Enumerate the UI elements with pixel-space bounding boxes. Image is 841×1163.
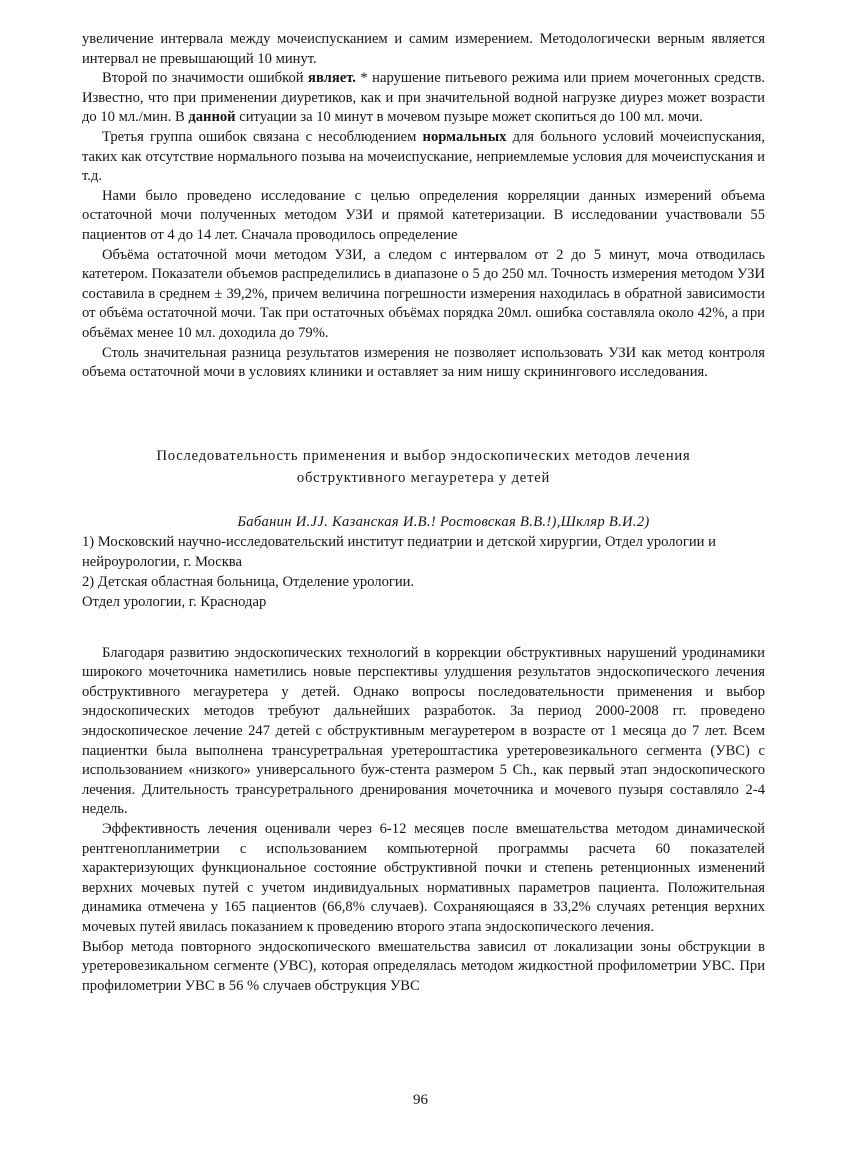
text-run: Третья группа ошибок связана с несоблюдением: [102, 128, 423, 145]
text-run: ситуации за 10 минут в мочевом пузыре может скопиться до 100 мл. мочи.: [235, 109, 703, 126]
spacer: [82, 489, 765, 512]
article-title: Последовательность применения и выбор эндоскопических методов лечения обструктивного мегауретера у детей: [156, 447, 691, 486]
spacer: [82, 612, 765, 644]
page-number: 96: [413, 1092, 428, 1108]
text-run: * нарушение питьевого режима или прием мочегонных средств. Известно, что при применении диуретиков, как и при значительной водной нагрузке диурез может возрасти до 10 мл./мин. В: [82, 70, 765, 126]
bold-run: данной: [188, 109, 236, 126]
affiliation-3: Отдел урологии, г. Краснодар: [82, 593, 267, 610]
affiliation-1: 1) Московский научно-исследовательский институт педиатрии и детской хирургии, Отдел урологии и нейроурологии, г. Москва: [82, 533, 716, 570]
paragraph-results: Объёма остаточной мочи методом УЗИ, а следом с интервалом от 2 до 5 минут, моча отводилась катетером. Показатели объемов распределились в диапазоне о 5 до 250 мл. Точность измерения методом УЗИ составила в среднем ± 39,2%, причем величина погрешности измерения находилась в обратной зависимости от объёма остаточной мочи. Так при остаточных объёмах порядка 20мл. ошибка составляла около 42%, а при объёмах менее 10 мл. доходила до 79%.: [82, 246, 765, 341]
bold-run: нормальных: [422, 128, 507, 145]
paragraph-continuation: увеличение интервала между мочеиспусканием и самим измерением. Методологически верным является интервал не превышающий 10 минут.: [82, 31, 765, 67]
bold-run: являет.: [308, 70, 356, 87]
article-paragraph-2: Эффективность лечения оценивали через 6-12 месяцев после вмешательства методом динамической рентгенопланиметрии с использованием компьютерной программы расчета 60 показателей характеризующих функциональное состояние обструктивной почки и степень ретенционных изменений верхних мочевых путей с учетом индивидуальных нормативных параметров пациента. Положительная динамика отмечена у 165 пациентов (66,8% случаев). Сохраняющаяся в 33,2% случаях ретенция верхних мочевых путей явилась показанием к проведению второго этапа эндоскопического лечения.: [82, 821, 765, 935]
article-authors: Бабанин И.JJ. Казанская И.В.! Ростовская В.В.!),Шкляр В.И.2): [237, 513, 650, 530]
paragraph-third-error: [82, 128, 765, 187]
paragraph-second-error: [82, 69, 765, 128]
section-spacer: [82, 383, 765, 445]
article-paragraph-1: Благодаря развитию эндоскопических технологий в коррекции обструктивных нарушений уродинамики широкого мочеточника наметились новые перспективы улудшения результатов эндоскопического лечения обструктивного мегауретера у детей. Однако вопросы последовательности применения и выбор эндоскопических методов требуют дальнейших разработок. За период 2000-2008 гг. проведено эндоскопическое лечение 247 детей с обструктивным мегауретером в возрасте от 1 месяца до 7 лет. Всем пациентки была выполнена трансуретральная уретероштастика уретеровезикального сегмента (УВС) с использованием «низкого» универсального буж-стента размером 5 Ch., как первый этап эндоскопического лечения. Длительность трансуретрального дренирования мочеточника и мочевого пузыря составляло 2-4 недель.: [82, 644, 765, 818]
paragraph-conclusion: Столь значительная разница результатов измерения не позволяет использовать УЗИ как метод контроля объема остаточной мочи в условиях клиники и оставляет за ним нишу скринингового исследования.: [82, 344, 765, 381]
article-paragraph-3: Выбор метода повторного эндоскопического вмешательства зависил от локализации зоны обструкции в уретеровезикальном сегменте (УВС), которая определялась методом жидкостной профилометрии УВС. При профилометрии УВС в 56 % случаев обструкция УВС: [82, 938, 765, 994]
affiliation-2: 2) Детская областная больница, Отделение урологии.: [82, 573, 415, 590]
paragraph-study: Нами было проведено исследование с целью определения корреляции данных измерений объема остаточной мочи полученных методом УЗИ и прямой катетеризации. В исследовании участвовали 55 пациентов от 4 до 14 лет. Сначала проводилось определение: [82, 187, 765, 243]
text-run: для больного условий мочеиспускания, таких как отсутствие нормального позыва на мочеиспускание, неприемлемые условия для мочеиспускания и т.д.: [82, 128, 765, 185]
text-run: Второй по значимости ошибкой: [102, 70, 309, 87]
document-page: [82, 30, 765, 996]
